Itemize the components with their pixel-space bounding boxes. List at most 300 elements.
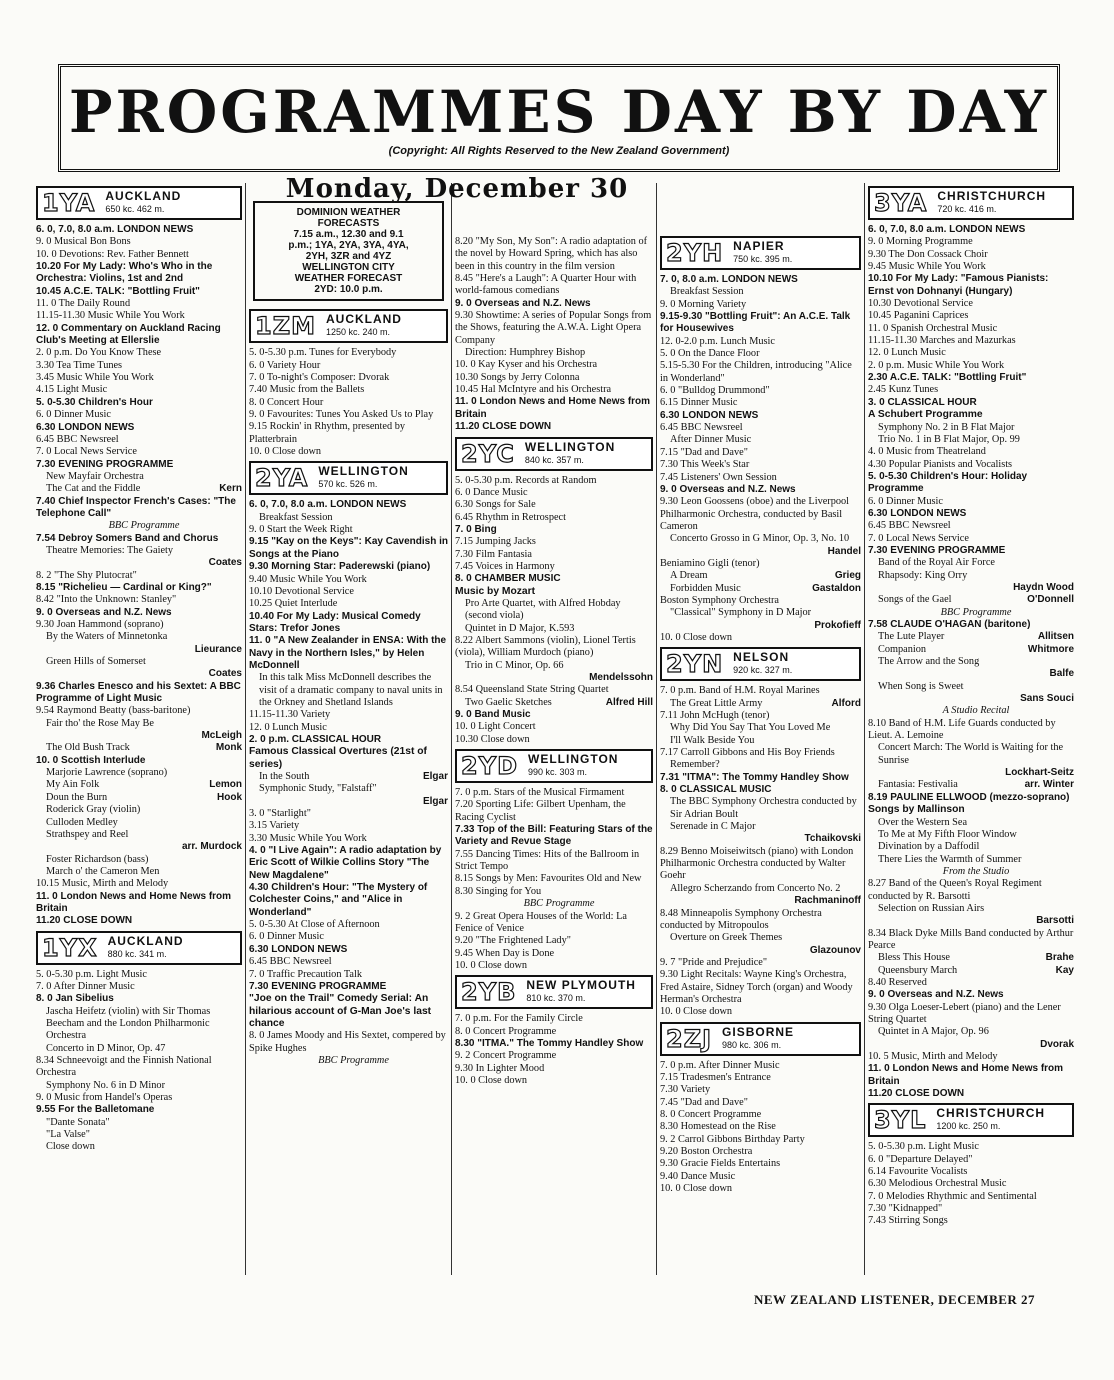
programme-entry: 6. 0 Dinner Music — [249, 931, 324, 943]
programme-entry: 7. 0 After Dinner Music — [36, 980, 135, 992]
programme-entry: 8.15 "Richelieu — Cardinal or King?" — [36, 581, 212, 593]
programme-entry: 8.29 Benno Moiseiwitsch (piano) with London Philharmonic Orchestra conducted by Walter Goehr — [660, 845, 854, 882]
programme-entry: 8. 0 James Moody and His Sextet, compered by Spike Hughes — [249, 1030, 446, 1054]
station-header-2zj — [660, 1022, 861, 1056]
programme-entry: 10. 0 Light Concert — [455, 721, 536, 733]
programme-entry: 6.30 LONDON NEWS — [36, 421, 135, 433]
programme-entry: 10.25 Quiet Interlude — [249, 598, 338, 610]
programme-entry: 9. 7 "Pride and Prejudice" — [660, 956, 768, 968]
programme-entry: 2.30 A.C.E. TALK: "Bottling Fruit" — [868, 372, 1027, 384]
programme-entry: 8.30 Homestead on the Rise — [660, 1121, 776, 1133]
programme-entry: 7. 0 p.m. Band of H.M. Royal Marines — [660, 685, 820, 697]
programme-detail: Concert March: The World is Waiting for the Sunrise — [878, 742, 1064, 766]
programme-entry: 6. 0 "Departure Delayed" — [868, 1153, 973, 1165]
programme-credit: BBC Programme — [940, 606, 1012, 618]
programme-detail: Symphony No. 6 in D Minor — [46, 1079, 165, 1091]
composer: O'Donnell — [1027, 594, 1074, 606]
programme-entry: 8.20 "My Son, My Son": A radio adaptation of the novel by Howard Spring, which has also been in this country in the film version — [455, 236, 648, 272]
column-4 — [660, 236, 861, 1273]
programme-entry: 8.40 Reserved — [868, 976, 927, 988]
date-heading: Monday, December 30 — [285, 174, 629, 204]
programme-entry: 9. 0 Morning Variety — [660, 298, 747, 310]
programme-entry: 8.30 "ITMA." The Tommy Handley Show — [455, 1037, 644, 1049]
station-frequency: 720 kc. 416 m. — [937, 204, 997, 214]
programme-detail: Why Did You Say That You Loved Me — [670, 722, 831, 734]
programme-entry: Boston Symphony Orchestra — [660, 594, 779, 606]
station-frequency: 840 kc. 357 m. — [524, 454, 584, 465]
programme-detail: Alford The Great Little Army — [670, 697, 861, 709]
programme-entry: 9.15-9.30 "Bottling Fruit": An A.C.E. Talk for Housewives — [660, 311, 851, 335]
station-frequency: 880 kc. 341 m. — [107, 948, 167, 959]
programme-detail: Songs by Mallinson — [868, 804, 965, 816]
programme-entry: 10.40 For My Lady: Musical Comedy Stars: Trefor Jones — [249, 610, 421, 634]
composer: Brahe — [1045, 952, 1074, 964]
programme-detail: Strathspey and Reel — [46, 828, 129, 840]
station-frequency: 920 kc. 327 m. — [733, 665, 793, 676]
station-callsign: 2YD — [457, 751, 522, 781]
programme-entry: 9.45 Music While You Work — [868, 261, 986, 273]
programme-detail — [868, 668, 1074, 680]
composer: Barsotti — [1036, 915, 1074, 927]
composer: Coates — [208, 668, 242, 680]
programme-entry: 6.45 BBC Newsreel — [868, 520, 951, 532]
programme-entry: 6.30 LONDON NEWS — [868, 507, 967, 519]
programme-entry: 8.19 PAULINE ELLWOOD (mezzo-soprano) — [868, 791, 1070, 803]
programme-entry: 3.15 Variety — [249, 820, 300, 832]
station-callsign: 3YA — [870, 188, 931, 218]
programme-entry: 9. 0 Start the Week Right — [249, 524, 353, 536]
programme-entry: 10. 0 Devotions: Rev. Father Bennett — [36, 248, 189, 260]
programme-entry: 7.15 Jumping Jacks — [455, 536, 536, 548]
programme-entry: 11. 0 London News and Home News from Britain — [36, 890, 232, 914]
programme-entry: 7.45 Listeners' Own Session — [660, 471, 777, 483]
programme-detail: The Arrow and the Song — [878, 656, 980, 668]
programme-detail: A Schubert Programme — [868, 409, 983, 421]
programme-entry: 10.10 Devotional Service — [249, 585, 354, 597]
programme-detail — [868, 915, 1074, 927]
composer: Allitsen — [1037, 631, 1074, 643]
programme-detail: Rhapsody: King Orry — [878, 569, 968, 581]
programme-detail: Elgar In the South — [259, 771, 448, 782]
weather-line: 2YH, 3ZR and 4YZ — [305, 251, 392, 263]
programme-entry: 7.33 Top of the Bill: Featuring Stars of the Variety and Revue Stage — [455, 824, 653, 848]
programme-entry: 7.30 "Kidnapped" — [868, 1203, 943, 1215]
programme-entry: 7. 0 Local News Service — [868, 532, 969, 544]
programme-entry: 7.20 Sporting Life: Gilbert Upenham, the Racing Cyclist — [455, 799, 626, 823]
programme-entry: 5. 0-5.30 p.m. Light Music — [36, 968, 147, 980]
programme-detail: Green Hills of Somerset — [46, 656, 146, 668]
programme-entry: 9. 2 Carrol Gibbons Birthday Party — [660, 1133, 805, 1145]
programme-credit: BBC Programme — [523, 898, 595, 910]
programme-detail: There Lies the Warmth of Summer — [878, 853, 1022, 865]
station-callsign: 3YL — [870, 1105, 930, 1135]
programme-detail: Symphony No. 2 in B Flat Major — [878, 421, 1015, 433]
programme-detail: "Joe on the Trail" Comedy Serial: An hilarious account of G-Man Joe's last chance — [249, 993, 432, 1029]
programme-entry: 9.30 Gracie Fields Entertains — [660, 1158, 781, 1170]
programme-entry: 11.15-11.30 Variety — [249, 709, 331, 721]
programme-entry: 11. 0 Spanish Orchestral Music — [868, 322, 998, 334]
station-callsign: 2YH — [662, 238, 727, 268]
programme-entry: 8.22 Albert Sammons (violin), Lionel Tertis (viola), William Murdoch (piano) — [455, 634, 636, 659]
programme-entry: 10.30 Devotional Service — [868, 298, 973, 310]
station-callsign: 1YA — [38, 188, 99, 218]
station-city: AUCKLAND — [107, 933, 184, 948]
programme-detail — [660, 895, 861, 907]
programme-detail — [660, 546, 861, 558]
programme-entry: 5.15-5.30 For the Children, introducing "Alice in Wonderland" — [660, 360, 852, 384]
programme-entry: 6. 0 Dance Music — [455, 486, 528, 498]
programme-entry: 9.30 Morning Star: Paderewski (piano) — [249, 561, 431, 573]
station-frequency: 1200 kc. 250 m. — [936, 1121, 1001, 1132]
programme-entry: 11.20 CLOSE DOWN — [455, 421, 552, 433]
programme-entry: 11.15-11.30 Music While You Work — [36, 310, 185, 322]
programme-entry: 12. 0 Lunch Music — [249, 721, 327, 733]
programme-entry: 5. 0 On the Dance Floor — [660, 348, 760, 360]
programme-entry: 10.30 Close down — [455, 733, 530, 745]
programme-entry: 8.15 Songs by Men: Favourites Old and New — [455, 873, 642, 885]
programme-entry: 8. 0 Jan Sibelius — [36, 993, 114, 1005]
programme-entry: 7.30 This Week's Star — [660, 459, 750, 471]
programme-entry: 10. 0 Close down — [660, 1006, 733, 1018]
programme-detail: After Dinner Music — [670, 434, 752, 446]
programme-detail: Allitsen The Lute Player — [878, 631, 1074, 643]
programme-detail — [249, 796, 448, 808]
programme-entry: 5. 0-5.30 Children's Hour: Holiday Programme — [868, 470, 1028, 495]
composer: arr. Winter — [1024, 779, 1074, 791]
programme-detail — [868, 1039, 1074, 1051]
composer: Balfe — [1049, 668, 1074, 680]
programme-entry: 6.45 Rhythm in Retrospect — [455, 511, 566, 523]
programme-detail: Monk The Old Bush Track — [46, 742, 242, 754]
programme-entry: 10. 0 Close down — [249, 446, 322, 458]
programme-entry: 3. 0 CLASSICAL HOUR — [868, 396, 977, 408]
programme-entry: 11.20 CLOSE DOWN — [36, 915, 133, 927]
station-callsign: 2YC — [457, 439, 519, 469]
programme-entry: 9.30 Showtime: A series of Popular Songs from the Shows, featuring the A.W.A. Light Opera Company — [455, 310, 652, 346]
station-callsign: 2YB — [457, 977, 520, 1007]
composer: Alfred Hill — [605, 696, 653, 708]
station-city: AUCKLAND — [325, 312, 402, 327]
programme-entry: 7.17 Carroll Gibbons and His Boy Friends — [660, 747, 835, 759]
programme-detail: Direction: Humphrey Bishop — [465, 347, 586, 359]
programme-entry: 7.30 Film Fantasia — [455, 548, 532, 560]
programme-entry: 2. 0 p.m. Do You Know These — [36, 347, 162, 359]
composer: Whitmore — [1027, 643, 1074, 655]
column-5 — [868, 183, 1074, 1273]
station-city: NEW PLYMOUTH — [526, 978, 636, 993]
programme-entry: 9.30 Joan Hammond (soprano) — [36, 619, 164, 630]
station-city: WELLINGTON — [524, 439, 616, 454]
weather-line: FORECASTS — [317, 218, 380, 230]
programme-entry: 6. 0, 7.0, 8.0 a.m. LONDON NEWS — [36, 224, 194, 235]
programme-detail — [36, 841, 242, 853]
programme-detail: Breakfast Session — [259, 511, 333, 523]
programme-credit: BBC Programme — [108, 520, 180, 532]
station-frequency: 810 kc. 370 m. — [526, 993, 586, 1004]
programme-detail: "La Valse" — [46, 1129, 90, 1141]
programme-entry: 9. 0 Overseas and N.Z. News — [868, 989, 1004, 1001]
programme-detail: Breakfast Session — [670, 286, 744, 298]
station-header-2yd — [455, 749, 653, 783]
programme-entry: 7.30 EVENING PROGRAMME — [36, 458, 174, 470]
programme-detail: In this talk Miss McDonnell describes the visit of a dramatic company to naval units in the Orkney and Shetland Islands — [259, 672, 443, 708]
programme-detail: Hook Doun the Burn — [46, 791, 242, 803]
station-header-2yh — [660, 236, 861, 270]
composer: Kern — [219, 483, 242, 495]
station-header-1yx — [36, 931, 242, 965]
station-header-2ya — [249, 461, 448, 495]
programme-entry: 3.30 Music While You Work — [249, 832, 367, 844]
programme-entry: 5. 0-5.30 p.m. Records at Random — [455, 474, 597, 486]
composer: Handel — [827, 545, 861, 557]
programme-entry: 9. 0 Music from Handel's Operas — [36, 1092, 173, 1104]
programme-entry: 10.45 Hal McIntyre and his Orchestra — [455, 384, 612, 396]
programme-entry: 8.27 Band of the Queen's Royal Regiment conducted by R. Barsotti — [868, 878, 1042, 902]
programme-entry: 11. 0 London News and Home News from Britain — [868, 1063, 1064, 1087]
programme-entry: 9.45 When Day is Done — [455, 947, 555, 959]
station-header-2yb — [455, 975, 653, 1009]
programme-entry: 6.30 Melodious Orchestral Music — [868, 1178, 1007, 1190]
programme-entry: 11. 0 The Daily Round — [36, 298, 131, 310]
programme-entry: 7. 0 p.m. Stars of the Musical Firmament — [455, 787, 625, 799]
programme-detail: Famous Classical Overtures (21st of series) — [249, 746, 427, 770]
programme-entry: 10. 0 Close down — [660, 1183, 733, 1195]
weather-line: WEATHER FORECAST — [294, 273, 403, 285]
station-header-2yc — [455, 437, 653, 471]
programme-entry: 7.40 Chief Inspector French's Cases: "The Telephone Call" — [36, 495, 236, 519]
programme-entry: 9.30 Olga Loeser-Lebert (piano) and the Lener String Quartet — [868, 1001, 1061, 1025]
programme-entry: 9.30 Light Recitals: Wayne King's Orchestra, Fred Astaire, Sidney Torch (organ) and Woody Herman's Orchestra — [660, 969, 853, 1005]
composer: Elgar — [422, 771, 448, 782]
weather-line: DOMINION WEATHER — [296, 207, 401, 219]
programme-detail: Music by Mozart — [455, 585, 536, 597]
station-header-1ya — [36, 186, 242, 220]
column-rule — [245, 183, 246, 1275]
programme-detail: Serenade in C Major — [670, 821, 756, 833]
station-frequency: 750 kc. 395 m. — [733, 254, 793, 264]
programme-entry: 5. 0-5.30 p.m. Light Music — [868, 1141, 979, 1153]
programme-credit: From the Studio — [942, 865, 1010, 877]
programme-entry: 6.14 Favourite Vocalists — [868, 1166, 968, 1178]
programme-entry: 7.11 John McHugh (tenor) — [660, 710, 770, 721]
programme-detail: Remember? — [670, 759, 720, 771]
column-1 — [36, 183, 242, 1273]
programme-entry: 9.40 Dance Music — [660, 1170, 736, 1182]
programme-entry: 8. 0 CHAMBER MUSIC — [455, 573, 561, 585]
programme-entry: 9. 0 Overseas and N.Z. News — [660, 483, 796, 495]
programme-entry: 9.30 Leon Goossens (oboe) and the Liverpool Philharmonic Orchestra, conducted by Basil Cameron — [660, 496, 850, 532]
programme-entry: 11.15-11.30 Marches and Mazurkas — [868, 335, 1016, 347]
programme-entry: 7. 0 Bing — [455, 523, 497, 535]
programme-entry: 7. 0, 8.0 a.m. LONDON NEWS — [660, 274, 798, 285]
page-title: PROGRAMMES DAY BY DAY — [68, 78, 1050, 146]
programme-detail: Concerto Grosso in G Minor, Op. 3, No. 10 — [670, 533, 850, 545]
station-callsign: 2ZJ — [662, 1024, 716, 1054]
programme-entry: 9. 0 Morning Programme — [868, 236, 973, 248]
programme-entry: 8.30 Singing for You — [455, 885, 542, 897]
programme-credit: BBC Programme — [318, 1054, 389, 1066]
programme-entry: 7.54 Debroy Somers Band and Chorus — [36, 532, 219, 544]
programme-entry: 6.30 Songs for Sale — [455, 499, 536, 511]
programme-entry: 10.20 For My Lady: Who's Who in the Orchestra: Violins, 1st and 2nd — [36, 261, 213, 285]
station-city: CHRISTCHURCH — [936, 1106, 1046, 1121]
programme-entry: 7.45 Voices in Harmony — [455, 560, 555, 572]
programme-detail: Allegro Scherzando from Concerto No. 2 — [670, 882, 841, 894]
programme-entry: 7. 0 Local News Service — [36, 446, 137, 458]
programme-entry: 7.15 "Dad and Dave" — [660, 446, 748, 458]
station-city: WELLINGTON — [318, 464, 409, 479]
composer: Glazounov — [809, 944, 861, 956]
programme-detail — [36, 644, 242, 656]
programme-detail — [36, 668, 242, 680]
programme-detail — [868, 693, 1074, 705]
programme-entry: 4.15 Light Music — [36, 384, 108, 396]
programme-entry: 9. 0 Overseas and N.Z. News — [455, 297, 591, 309]
programme-entry: 9. 2 Concert Programme — [455, 1050, 557, 1062]
station-frequency: 570 kc. 526 m. — [318, 479, 378, 490]
programme-detail — [660, 833, 861, 845]
programme-entry: 4.30 Popular Pianists and Vocalists — [868, 458, 1013, 470]
composer: Dvorak — [1040, 1038, 1074, 1050]
programme-detail: Theatre Memories: The Gaiety — [46, 544, 174, 556]
programme-entry: 10.45 A.C.E. TALK: "Bottling Fruit" — [36, 285, 200, 297]
programme-entry: 5. 0-5.30 Children's Hour — [36, 396, 153, 408]
programme-detail: Gastaldon Forbidden Music — [670, 582, 861, 594]
station-city: NELSON — [733, 650, 790, 665]
programme-detail — [868, 767, 1074, 779]
programme-detail: Overture on Greek Themes — [670, 932, 783, 944]
programme-entry: 6.30 LONDON NEWS — [249, 943, 348, 955]
weather-line: 7.15 a.m., 12.30 and 9.1 — [293, 229, 404, 241]
composer: Kay — [1055, 964, 1074, 976]
programme-entry: 9.40 Music While You Work — [249, 573, 367, 585]
programme-entry: 6.15 Dinner Music — [660, 397, 738, 409]
composer: Gastaldon — [812, 582, 861, 594]
programme-entry: 9.20 Boston Orchestra — [660, 1146, 753, 1157]
programme-entry: 3. 0 "Starlight" — [249, 808, 311, 820]
programme-entry: 7.40 Music from the Ballets — [249, 384, 365, 396]
page-footer: NEW ZEALAND LISTENER, DECEMBER 27 — [754, 1292, 1036, 1307]
station-callsign: 1ZM — [251, 311, 320, 341]
programme-entry: 9.54 Raymond Beatty (bass-baritone) — [36, 705, 191, 717]
station-city: CHRISTCHURCH — [937, 189, 1047, 203]
programme-detail: Kay Queensbury March — [878, 964, 1074, 976]
station-callsign: 2YA — [251, 463, 312, 493]
programme-entry: 9. 0 Favourites: Tunes You Asked Us to Play — [249, 409, 434, 421]
programme-entry: 6.30 LONDON NEWS — [660, 409, 759, 421]
station-header-1zm — [249, 309, 448, 343]
station-header-2yn — [660, 647, 861, 681]
programme-entry: 4. 0 "I Live Again": A radio adaptation by Eric Scott of Wilkie Collins Story "The New Magdalene" — [249, 845, 442, 881]
programme-entry: 7.30 EVENING PROGRAMME — [868, 544, 1006, 556]
programme-entry: 7.31 "ITMA": The Tommy Handley Show — [660, 771, 849, 783]
programme-detail: Close down — [46, 1141, 95, 1153]
composer: arr. Murdock — [181, 841, 242, 853]
programme-detail: The BBC Symphony Orchestra conducted by Sir Adrian Boult — [670, 796, 857, 820]
programme-entry: 8.34 Black Dyke Mills Band conducted by Arthur Pearce — [868, 927, 1074, 951]
station-city: NAPIER — [733, 239, 785, 253]
station-city: GISBORNE — [722, 1024, 795, 1039]
programme-entry: 10. 0 Close down — [660, 631, 733, 643]
programme-entry: 12. 0 Commentary on Auckland Racing Club's Meeting at Ellerslie — [36, 322, 221, 347]
programme-entry: 6. 0 Variety Hour — [249, 359, 321, 371]
programme-detail: "Classical" Symphony in D Major — [670, 607, 812, 619]
programme-detail: Grieg A Dream — [670, 570, 861, 582]
programme-entry: 10.10 For My Lady: "Famous Pianists: Ernst von Dohnanyi (Hungary) — [868, 273, 1049, 297]
programme-detail: March o' the Cameron Men — [46, 865, 160, 877]
station-city: WELLINGTON — [528, 752, 619, 767]
programme-entry: 4.30 Children's Hour: "The Mystery of Colchester Coins," and "Alice in Wonderland" — [249, 882, 428, 918]
station-callsign: 2YN — [662, 649, 727, 679]
weather-line: 2YD: 10.0 p.m. — [314, 284, 383, 296]
station-frequency: 990 kc. 303 m. — [528, 767, 588, 778]
programme-entry: 6. 0, 7.0, 8.0 a.m. LONDON NEWS — [249, 499, 407, 511]
programme-entry: 5. 0-5.30 At Close of Afternoon — [249, 919, 380, 931]
programme-entry: 8. 2 "The Shy Plutocrat" — [36, 569, 137, 581]
programme-entry: 9. 0 Overseas and N.Z. News — [36, 606, 172, 618]
programme-detail: Roderick Gray (violin) — [46, 804, 141, 816]
station-frequency: 980 kc. 306 m. — [722, 1039, 782, 1050]
programme-entry: 8. 0 Concert Programme — [660, 1108, 762, 1120]
programme-entry: 9.30 In Lighter Mood — [455, 1062, 545, 1074]
programme-detail: "Dante Sonata" — [46, 1116, 110, 1128]
programme-entry: 6. 0, 7.0, 8.0 a.m. LONDON NEWS — [868, 224, 1026, 235]
programme-detail: Jascha Heifetz (violin) with Sir Thomas Beecham and the London Philharmonic Orchestra — [46, 1005, 211, 1042]
column-3 — [455, 236, 653, 1273]
programme-entry: 8.54 Queensland State String Quartet — [455, 684, 609, 696]
composer: Sans Souci — [1020, 693, 1074, 705]
programme-entry: 12. 0-2.0 p.m. Lunch Music — [660, 335, 775, 347]
programme-detail: Quintet in D Major, K.593 — [465, 622, 575, 634]
programme-entry: 8.45 "Here's a Laugh": A Quarter Hour with world-famous comedians — [455, 273, 637, 297]
composer: Lockhart-Seitz — [1005, 767, 1074, 779]
programme-entry: 11. 0 London News and Home News from Britain — [455, 396, 651, 420]
station-frequency: 650 kc. 462 m. — [105, 204, 165, 214]
programme-entry: 6.45 BBC Newsreel — [36, 433, 119, 445]
weather-line: WELLINGTON CITY — [302, 262, 395, 274]
composer: Prokofieff — [814, 619, 861, 631]
programme-detail: Selection on Russian Airs — [878, 902, 985, 914]
composer: Coates — [208, 557, 242, 569]
station-callsign: 1YX — [38, 933, 102, 963]
programme-detail: By the Waters of Minnetonka — [46, 631, 168, 643]
programme-entry: 8. 0 Concert Programme — [455, 1025, 557, 1037]
copyright-notice: (Copyright: All Rights Reserved to the New Zealand Government) — [388, 145, 730, 157]
programme-detail: Quintet in A Major, Op. 96 — [878, 1026, 989, 1038]
composer: Lemon — [209, 779, 242, 791]
programme-detail: Marjorie Lawrence (soprano) — [46, 767, 168, 779]
programme-detail — [660, 620, 861, 632]
programme-entry: 9.15 "Kay on the Keys": Kay Cavendish in Songs at the Piano — [249, 536, 448, 560]
programme-entry: 10. 0 Close down — [455, 959, 528, 971]
programme-entry: 2.45 Kunz Tunes — [868, 384, 939, 396]
programme-entry: 10. 5 Music, Mirth and Melody — [868, 1051, 998, 1063]
programme-detail: Lemon My Ain Folk — [46, 779, 242, 791]
programme-entry: 10.30 Songs by Jerry Colonna — [455, 371, 580, 383]
composer: Alford — [831, 697, 861, 709]
programme-entry: 9.30 The Don Cossack Choir — [868, 248, 988, 260]
programme-detail — [36, 730, 242, 742]
composer: Tchaikovski — [804, 833, 861, 845]
programme-detail: Kern The Cat and the Fiddle — [46, 483, 242, 495]
programme-detail: I'll Walk Beside You — [670, 734, 755, 746]
programme-detail: Band of the Royal Air Force — [878, 557, 995, 569]
programme-entry: 10. 0 Scottish Interlude — [36, 754, 146, 766]
programme-detail: New Mayfair Orchestra — [46, 470, 144, 482]
programme-detail: Culloden Medley — [46, 816, 118, 828]
programme-entry: 7.43 Stirring Songs — [868, 1215, 948, 1227]
composer: Lieurance — [194, 643, 242, 655]
